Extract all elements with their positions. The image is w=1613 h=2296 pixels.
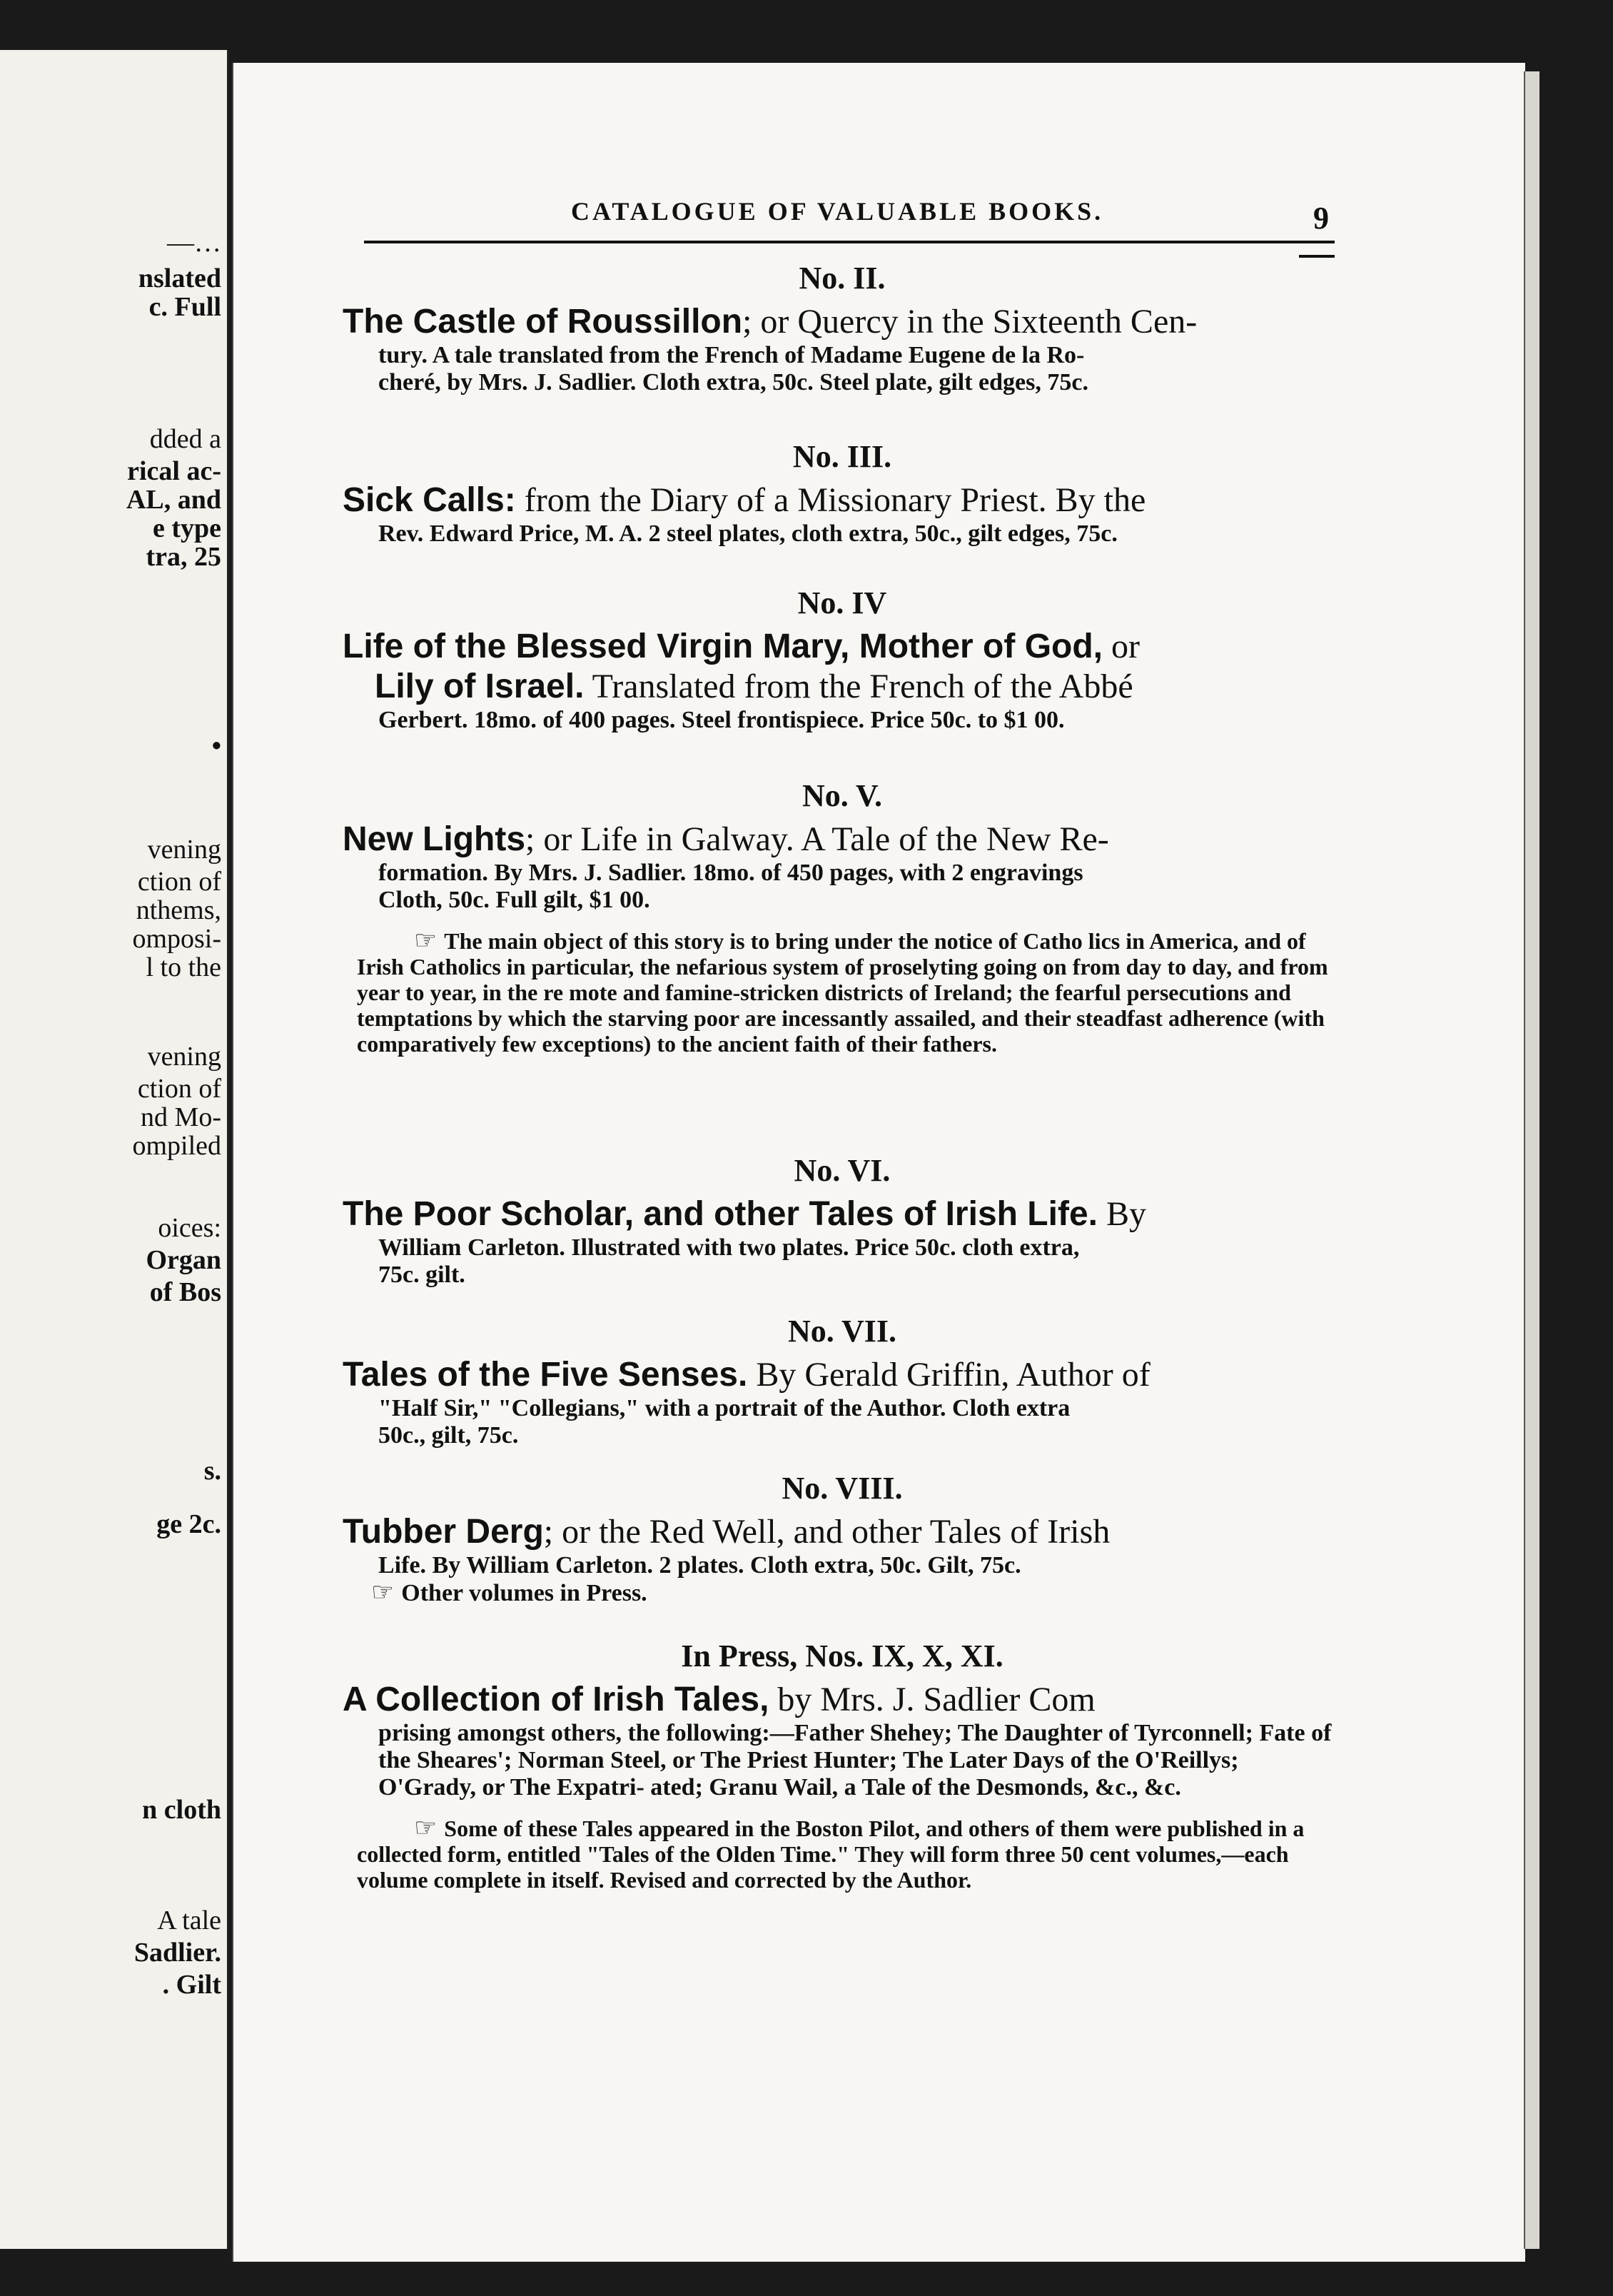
entry-heading bbox=[343, 627, 1342, 667]
entry-heading bbox=[343, 480, 1342, 520]
left-page-line: ompiled bbox=[132, 1131, 221, 1161]
book-subtitle: or bbox=[1103, 628, 1140, 665]
entry-heading bbox=[343, 1680, 1342, 1720]
left-page-line: nthems, bbox=[136, 895, 221, 925]
entry-description: William Carleton. Illustrated with two plates. Price 50c. cloth extra, 75c. gilt. bbox=[378, 1234, 1080, 1288]
catalogue-entry bbox=[343, 1471, 1342, 1607]
left-page-fragment bbox=[0, 50, 229, 2249]
pointing-hand-icon: ☞ bbox=[371, 1578, 395, 1607]
entry-number: No. IV bbox=[797, 585, 887, 620]
header-rule bbox=[364, 241, 1335, 243]
book-title: New Lights bbox=[343, 820, 526, 858]
left-page-line: nslated bbox=[138, 263, 221, 293]
entry-number: No. VI. bbox=[794, 1153, 891, 1188]
book-title: Tales of the Five Senses. bbox=[343, 1356, 748, 1394]
catalogue-entry bbox=[343, 1638, 1342, 1893]
left-page-line: ction of bbox=[137, 867, 221, 897]
entry-description: Life. By William Carleton. 2 plates. Cloth extra, 50c. Gilt, 75c. bbox=[378, 1552, 1021, 1578]
left-page-line: n cloth bbox=[142, 1795, 221, 1825]
left-page-line: oices: bbox=[158, 1213, 221, 1243]
left-page-line: l to the bbox=[146, 952, 221, 982]
left-page-line: omposi- bbox=[132, 924, 221, 954]
book-subtitle: ; or Quercy in the Sixteenth Cen- bbox=[742, 303, 1198, 341]
left-page-line: Organ bbox=[146, 1245, 221, 1275]
header-rule-fragment bbox=[1299, 255, 1335, 258]
left-page-line: . Gilt bbox=[162, 1970, 221, 2000]
entry-number: No. VIII. bbox=[782, 1471, 903, 1506]
book-title: Tubber Derg bbox=[343, 1513, 544, 1551]
book-title-continued: Lily of Israel. bbox=[375, 668, 585, 705]
entry-description: "Half Sir," "Collegians," with a portrait of the Author. Cloth extra 50c., gilt, 75c. bbox=[378, 1395, 1071, 1449]
catalogue-entry bbox=[343, 1314, 1342, 1449]
entry-heading bbox=[343, 1355, 1342, 1395]
entry-heading bbox=[343, 302, 1342, 342]
left-page-line: e type bbox=[152, 513, 221, 543]
entry-number: No. VII. bbox=[787, 1314, 896, 1349]
left-page-line: rical ac- bbox=[127, 456, 221, 486]
entry-heading bbox=[343, 1194, 1342, 1234]
book-subtitle: By bbox=[1097, 1195, 1146, 1233]
page-number: 9 bbox=[1313, 201, 1329, 236]
book-subtitle: By Gerald Griffin, Author of bbox=[747, 1356, 1151, 1394]
catalogue-entry bbox=[343, 585, 1342, 734]
running-title: CATALOGUE OF VALUABLE BOOKS. bbox=[571, 197, 1104, 226]
book-subtitle-continued: Translated from the French of the Abbé bbox=[584, 668, 1133, 705]
left-page-line: of Bos bbox=[149, 1277, 221, 1307]
left-page-line: dded a bbox=[149, 424, 221, 454]
book-title: Life of the Blessed Virgin Mary, Mother of God, bbox=[343, 628, 1103, 665]
entry-heading-continued bbox=[343, 667, 1342, 707]
left-page-line: AL, and bbox=[126, 485, 221, 515]
entry-number: In Press, Nos. IX, X, XI. bbox=[681, 1638, 1003, 1673]
note-text: Other volumes in Press. bbox=[401, 1580, 647, 1606]
catalogue-entry bbox=[343, 261, 1342, 396]
entry-description: Rev. Edward Price, M. A. 2 steel plates, cloth extra, 50c., gilt edges, 75c. bbox=[378, 520, 1118, 547]
book-subtitle: by Mrs. J. Sadlier Com bbox=[769, 1681, 1096, 1718]
entry-note bbox=[343, 1813, 1342, 1893]
left-page-line: Sadlier. bbox=[133, 1938, 221, 1968]
entry-description: Gerbert. 18mo. of 400 pages. Steel frontispiece. Price 50c. to $1 00. bbox=[378, 707, 1065, 733]
catalogue-entry bbox=[343, 439, 1342, 548]
left-page-line: tra, 25 bbox=[146, 542, 221, 572]
entry-note bbox=[343, 928, 1342, 1057]
book-title: A Collection of Irish Tales, bbox=[343, 1681, 769, 1718]
entry-description: tury. A tale translated from the French of Madame Eugene de la Ro- cheré, by Mrs. J. Sadlier. Cloth extra, 50c. Steel plate, gilt edges, 75c. bbox=[378, 342, 1088, 396]
entry-description: formation. By Mrs. J. Sadlier. 18mo. of 450 pages, with 2 engravings Cloth, 50c. Full gilt, $1 00. bbox=[378, 860, 1083, 913]
entry-number: No. II. bbox=[799, 261, 886, 296]
note-text: The main object of this story is to bring under the notice of Catho lics in America, and of Irish Catholics in particular, the nefarious system of proselyting going on from day to day, and from year to year, in the re mote and famine-stricken districts of Ireland; the fearful persecutions and temptations by which the starving poor are incessantly assailed, and their steadfast adherence (with comparatively few exceptions) to the ancient faith of their fathers. bbox=[357, 928, 1328, 1057]
book-title: The Castle of Roussillon bbox=[343, 303, 743, 341]
pointing-hand-icon: ☞ bbox=[414, 1813, 438, 1843]
left-page-line: c. Full bbox=[148, 292, 221, 322]
book-title: Sick Calls: bbox=[343, 481, 516, 519]
left-page-line: vening bbox=[147, 1042, 221, 1072]
left-page-line: vening bbox=[147, 835, 221, 865]
left-page-line: ction of bbox=[137, 1074, 221, 1104]
entry-note bbox=[343, 1579, 1342, 1607]
book-title: The Poor Scholar, and other Tales of Irish Life. bbox=[343, 1195, 1098, 1233]
book-subtitle: from the Diary of a Missionary Priest. By the bbox=[515, 481, 1146, 519]
entry-heading bbox=[343, 1512, 1342, 1552]
catalogue-entry bbox=[343, 1153, 1342, 1289]
entry-number: No. III. bbox=[792, 439, 892, 474]
left-page-line: A tale bbox=[157, 1905, 221, 1935]
left-page-line: s. bbox=[203, 1456, 221, 1486]
left-page-line: —… bbox=[167, 228, 221, 258]
book-subtitle: ; or Life in Galway. A Tale of the New Re- bbox=[525, 820, 1109, 858]
left-page-line: ge 2c. bbox=[156, 1509, 221, 1539]
entry-number: No. V. bbox=[802, 778, 883, 813]
entry-description: prising amongst others, the following:—Father Shehey; The Daughter of Tyrconnell; Fate of the Sheares'; Norman Steel, or The Priest Hunter; The Later Days of the O'Reillys; O'Grady, or The Expatri- ated; Granu Wail, a Tale of the Desmonds, &c., &c. bbox=[378, 1720, 1332, 1801]
note-text: Some of these Tales appeared in the Boston Pilot, and others of them were published in a collected form, entitled "Tales of the Olden Time." They will form three 50 cent volumes,—each volume complete in itself. Revised and corrected by the Author. bbox=[357, 1816, 1305, 1893]
left-page-line: • bbox=[211, 731, 221, 761]
catalogue-entry bbox=[343, 778, 1342, 1057]
left-page-line: nd Mo- bbox=[141, 1102, 221, 1132]
page-edge bbox=[1524, 71, 1539, 2249]
book-subtitle: ; or the Red Well, and other Tales of Irish bbox=[543, 1513, 1111, 1551]
entry-heading bbox=[343, 820, 1342, 860]
pointing-hand-icon: ☞ bbox=[414, 926, 438, 955]
